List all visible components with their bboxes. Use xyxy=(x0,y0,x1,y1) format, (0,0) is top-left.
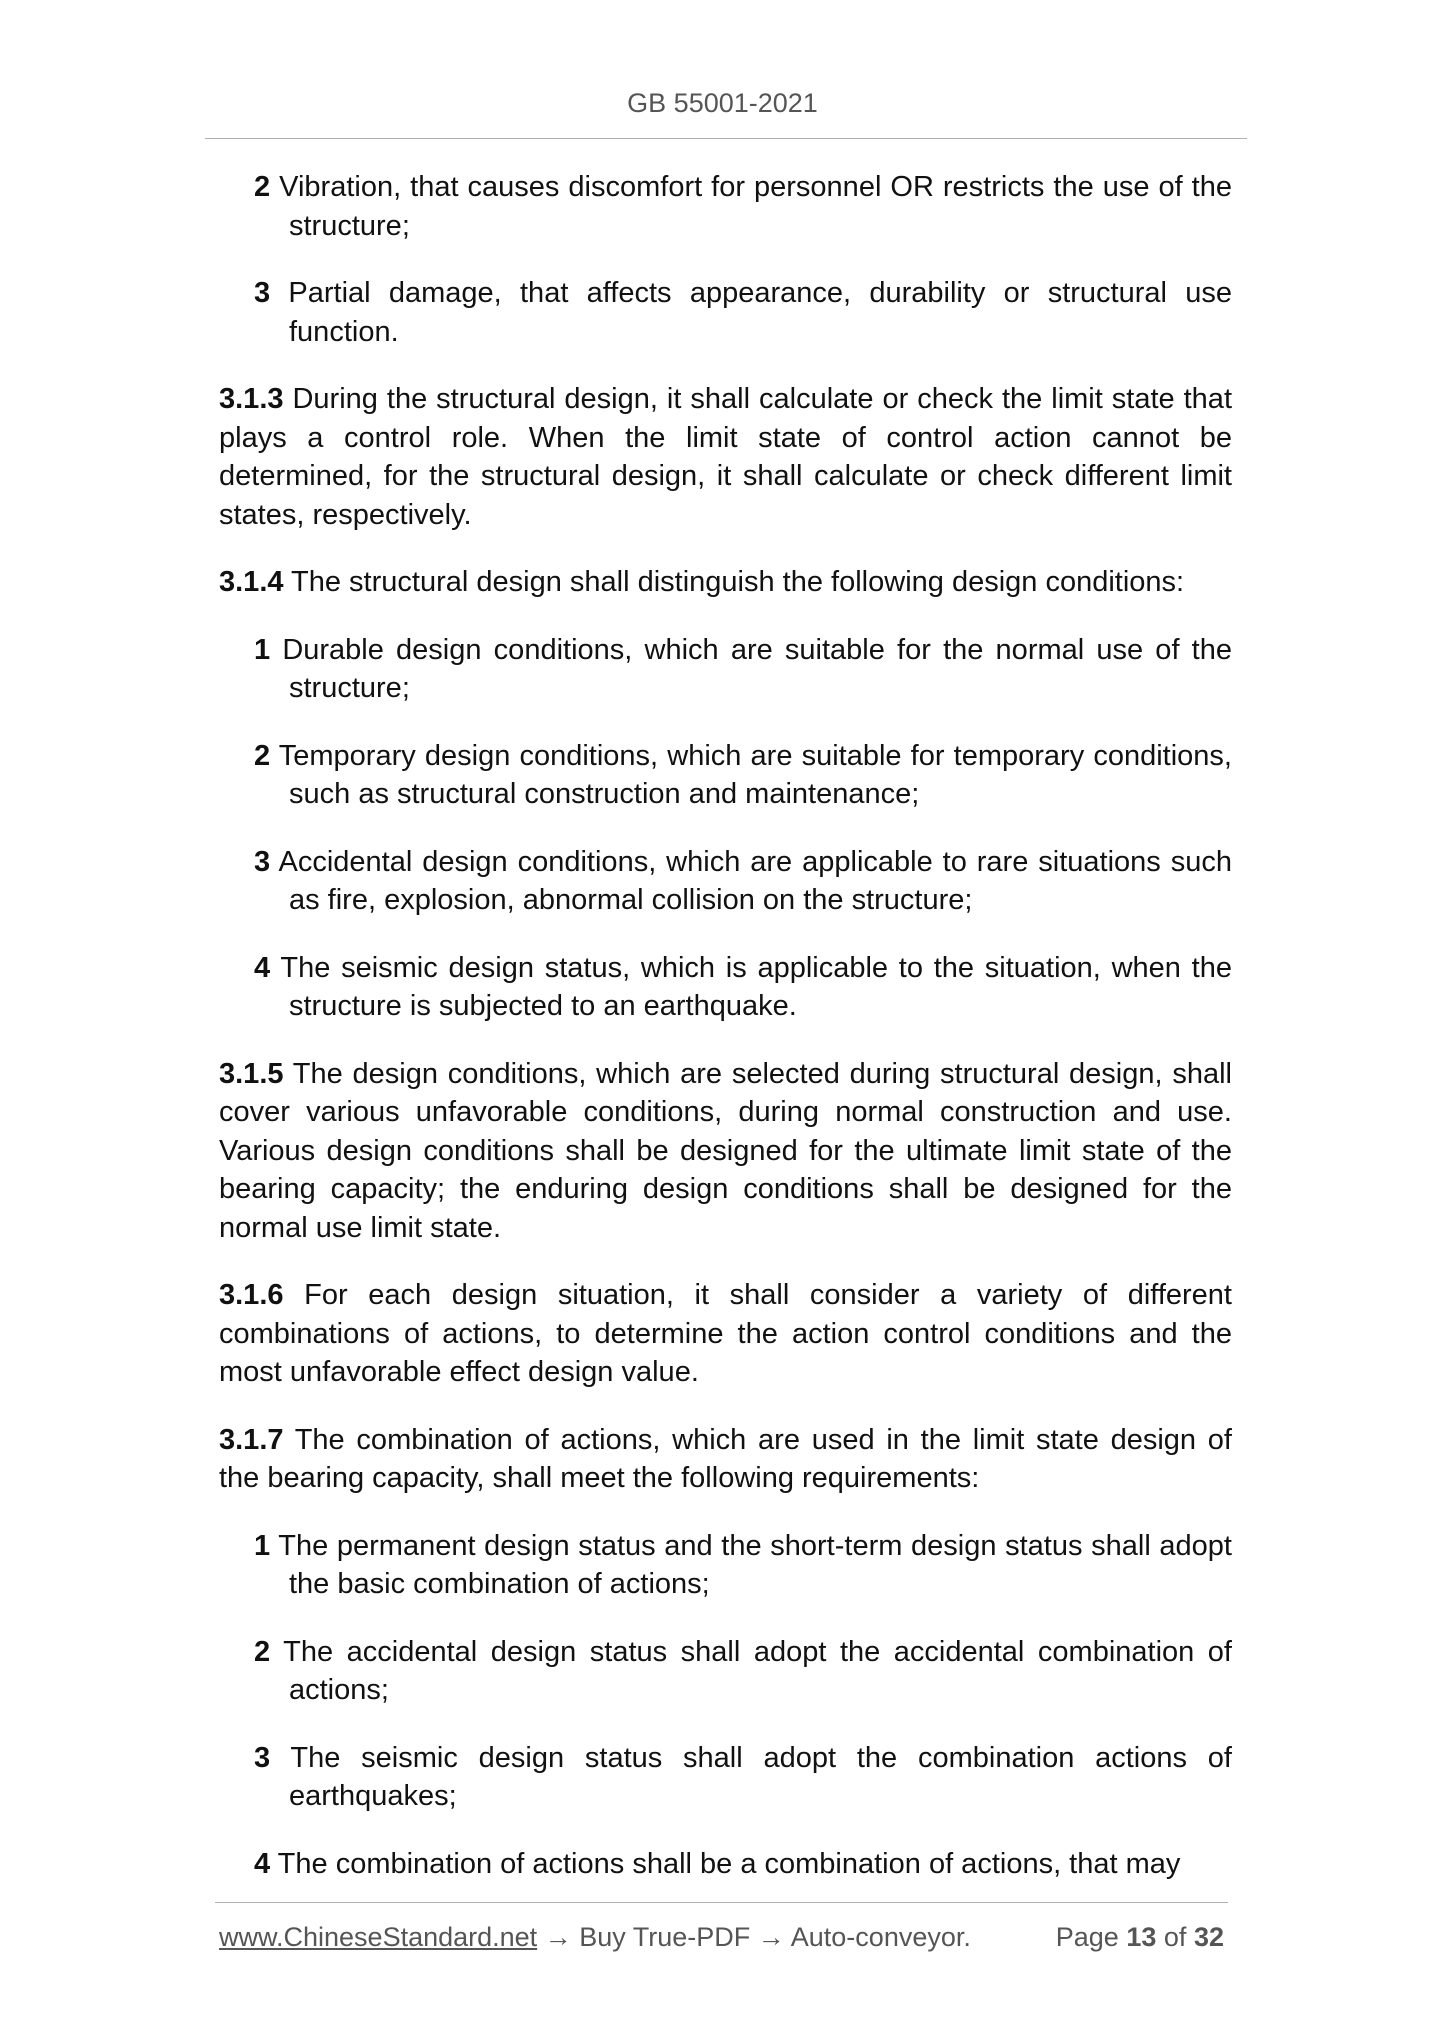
list-item xyxy=(219,1527,1232,1604)
item-number: 3 xyxy=(254,845,271,878)
clause-3-1-6 xyxy=(219,1276,1232,1392)
item-number: 2 xyxy=(254,739,271,772)
page-header-title: GB 55001-2021 xyxy=(627,88,818,118)
item-number: 1 xyxy=(254,633,271,666)
item-text: Vibration, that causes discomfort for personnel OR restricts the use of the structure; xyxy=(270,171,1232,242)
list-item xyxy=(219,737,1232,814)
list-item xyxy=(219,274,1232,351)
clause-3-1-7 xyxy=(219,1421,1232,1498)
list-item xyxy=(219,1739,1232,1816)
header-divider xyxy=(205,138,1247,139)
clause-text: During the structural design, it shall calculate or check the limit state that plays a control role. When the limit state of control action cannot be determined, for the structural design, it shall calculate or check different limit states, respectively. xyxy=(219,383,1232,531)
item-text: The seismic design status shall adopt the combination actions of earthquakes; xyxy=(270,1741,1232,1812)
item-text: The accidental design status shall adopt the accidental combination of actions; xyxy=(270,1635,1232,1706)
arrow-right-icon: → xyxy=(750,1922,791,1952)
clause-3-1-4 xyxy=(219,563,1232,602)
footer-divider xyxy=(215,1902,1228,1903)
item-number: 3 xyxy=(254,277,271,309)
item-number: 3 xyxy=(254,1741,271,1774)
item-number: 4 xyxy=(254,1847,271,1880)
clause-text: The combination of actions, which are used in the limit state design of the bearing capacity, shall meet the following requirements: xyxy=(219,1423,1232,1494)
item-text: Accidental design conditions, which are applicable to rare situations such as fire, explosion, abnormal collision on the structure; xyxy=(270,845,1232,916)
item-text: Durable design conditions, which are suitable for the normal use of the structure; xyxy=(270,633,1232,704)
clause-3-1-3 xyxy=(219,380,1232,534)
total-pages: 32 xyxy=(1193,1922,1224,1952)
of-label: of xyxy=(1163,1922,1187,1952)
list-item xyxy=(219,1633,1232,1710)
clause-number: 3.1.3 xyxy=(219,383,284,415)
item-number: 2 xyxy=(254,171,271,203)
clause-text: The structural design shall distinguish the following design conditions: xyxy=(283,566,1185,598)
footer-links xyxy=(219,1922,971,1953)
clause-number: 3.1.5 xyxy=(219,1057,284,1090)
item-text: Temporary design conditions, which are suitable for temporary conditions, such as structural construction and maintenance; xyxy=(270,739,1232,810)
page-number xyxy=(1056,1922,1224,1953)
item-number: 2 xyxy=(254,1635,271,1668)
page-label: Page xyxy=(1055,1922,1119,1952)
list-item xyxy=(219,949,1232,1026)
clause-text: The design conditions, which are selected during structural design, shall cover various unfavorable conditions, during normal construction and use. Various design conditions shall be designed for the ultimate limit state of the bearing capacity; the enduring design conditions shall be designed for the normal use limit state. xyxy=(219,1057,1232,1244)
clause-text: For each design situation, it shall consider a variety of different combinations of actions, to determine the action control conditions and the most unfavorable effect design value. xyxy=(219,1279,1232,1388)
item-text: Partial damage, that affects appearance, durability or structural use function. xyxy=(270,277,1232,348)
item-number: 4 xyxy=(254,951,271,984)
list-item xyxy=(219,631,1232,708)
list-item xyxy=(219,1845,1232,1884)
clause-number: 3.1.4 xyxy=(219,566,284,598)
arrow-right-icon: → xyxy=(537,1922,580,1952)
list-item xyxy=(219,168,1232,245)
clause-number: 3.1.7 xyxy=(219,1423,284,1456)
document-body xyxy=(219,168,1232,1912)
item-text: The permanent design status and the short-term design status shall adopt the basic combination of actions; xyxy=(270,1529,1232,1600)
auto-conveyor-text: Auto-conveyor. xyxy=(790,1922,971,1952)
current-page: 13 xyxy=(1126,1922,1157,1952)
buy-true-pdf-text: Buy True-PDF xyxy=(579,1922,751,1952)
website-link[interactable]: www.ChineseStandard.net xyxy=(219,1922,538,1952)
item-text: The combination of actions shall be a combination of actions, that may xyxy=(270,1847,1181,1880)
item-text: The seismic design status, which is applicable to the situation, when the structure is subjected to an earthquake. xyxy=(270,951,1232,1022)
page-footer xyxy=(219,1922,1224,1958)
clause-3-1-5 xyxy=(219,1055,1232,1248)
clause-number: 3.1.6 xyxy=(219,1279,284,1311)
item-number: 1 xyxy=(254,1529,271,1562)
list-item xyxy=(219,843,1232,920)
